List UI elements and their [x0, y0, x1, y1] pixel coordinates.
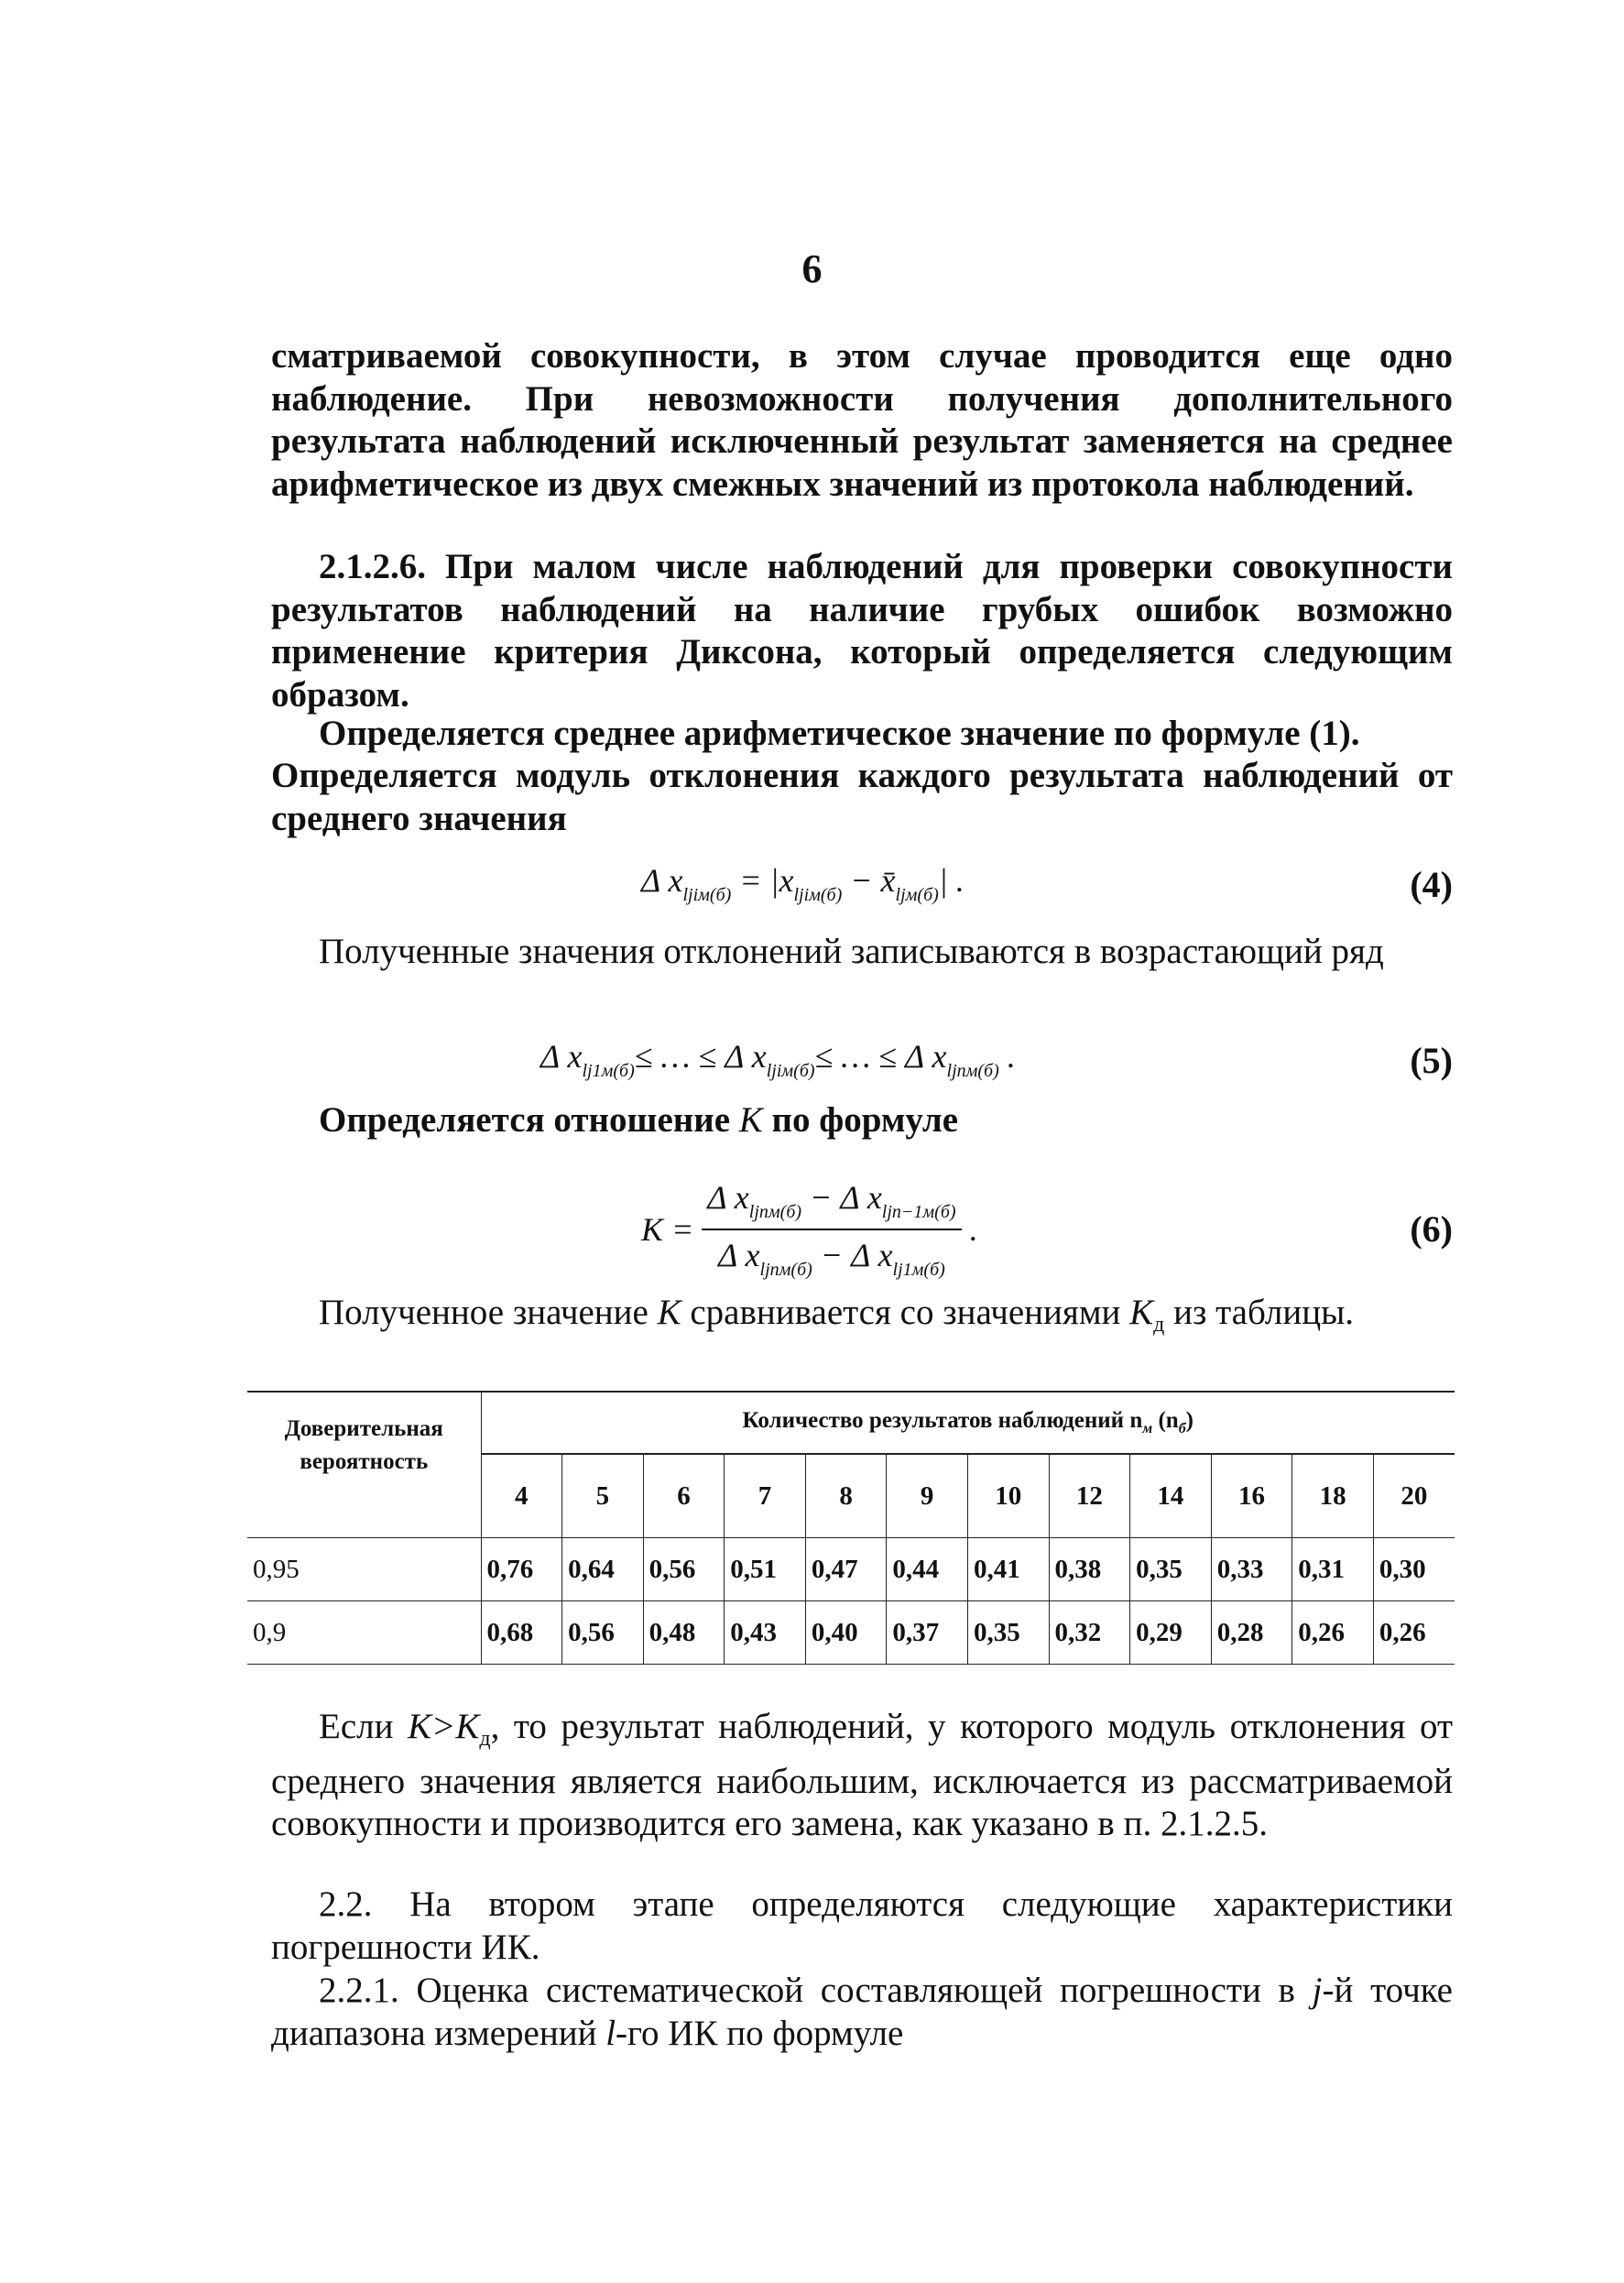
critical-value-cell: 0,31	[1292, 1538, 1374, 1601]
paragraph-text: Определяется модуль отклонения каждого результата наблюдений от среднего значения	[271, 756, 1453, 838]
formula-4: Δ $x_{ljiм(б)} = |x_{ljiм(б)}$ − $x̄_{ljм(б)}|$ .	[641, 862, 965, 905]
paragraph-compare: Полученное значение K сравнивается со значениями $K_д$ из таблицы.	[319, 1293, 1355, 1337]
n-value-cell: 7	[725, 1454, 806, 1538]
critical-value-cell: 0,32	[1049, 1601, 1130, 1665]
critical-value-cell: 0,30	[1373, 1538, 1455, 1601]
paragraph-continuation	[271, 335, 1453, 506]
critical-value-cell: 0,56	[643, 1538, 725, 1601]
critical-value-cell: 0,44	[887, 1538, 968, 1601]
formula-5: Δ $x_{lj1м(б)}\le$ … ≤ Δ $x_{ljiм(б)}\le$ … ≤ Δ $x_{ljnм(б)}$ .	[540, 1038, 1016, 1081]
n-value-cell: 4	[481, 1454, 562, 1538]
n-value-cell: 12	[1049, 1454, 1130, 1538]
critical-value-cell: 0,33	[1211, 1538, 1292, 1601]
count-header: Количество результатов наблюдений $n_м$ $(n_б)$	[481, 1392, 1455, 1454]
table-header-row	[247, 1392, 1455, 1454]
n-value-cell: 9	[887, 1454, 968, 1538]
formula-6-number: (6)	[1410, 1208, 1453, 1250]
n-value-cell: 5	[562, 1454, 644, 1538]
critical-value-cell: 0,76	[481, 1538, 562, 1601]
paragraph-deviation	[271, 755, 1453, 840]
n-value-cell: 20	[1373, 1454, 1455, 1538]
n-value-cell: 14	[1130, 1454, 1212, 1538]
paragraph-ratio: Определяется отношение K по формуле	[319, 1100, 959, 1140]
paragraph-2-1-2-6	[271, 546, 1453, 716]
paragraph-mean	[271, 713, 1453, 756]
n-value-cell: 6	[643, 1454, 725, 1538]
critical-value-cell: 0,26	[1373, 1601, 1455, 1665]
n-value-cell: 8	[805, 1454, 887, 1538]
paragraph-2-2	[271, 1884, 1453, 1969]
n-value-cell: 18	[1292, 1454, 1374, 1538]
formula-6: K = $\frac{\Delta x_{ljnм(б)} - \Delta x_{ljn-1м(б)}}{\Delta x_{ljnм(б)} - \Delta x_{lj1м(б)}}$ .	[641, 1179, 978, 1280]
n-value-cell: 10	[967, 1454, 1049, 1538]
critical-value-cell: 0,38	[1049, 1538, 1130, 1601]
critical-value-cell: 0,37	[887, 1601, 968, 1665]
critical-value-cell: 0,28	[1211, 1601, 1292, 1665]
fraction: $\frac{\Delta x_{ljnм(б)} - \Delta x_{ljn-1м(б)}}{\Delta x_{ljnм(б)} - \Delta x_{lj1м(б)}}$	[702, 1178, 961, 1281]
confidence-header: Доверительная вероятность	[247, 1392, 481, 1538]
critical-value-cell: 0,56	[562, 1601, 644, 1665]
page-number: 6	[801, 246, 823, 291]
paragraph-2-2-1: 2.2.1. Оценка систематической составляющей погрешности в j-й точке диапазона измерений l-го ИК по формуле	[271, 1971, 1453, 2053]
critical-value-cell: 0,40	[805, 1601, 887, 1665]
paragraph-if: Если $K>K_д$, то результат наблюдений, у которого модуль отклонения от среднего значения является наибольшим, исключается из рассматриваемой совокупности и производится его замена, как указано в п. 2.1.2.5.	[271, 1707, 1453, 1843]
critical-value-cell: 0,26	[1292, 1601, 1374, 1665]
critical-value-cell: 0,47	[805, 1538, 887, 1601]
critical-value-cell: 0,41	[967, 1538, 1049, 1601]
paragraph-text: 2.2. На втором этапе определяются следующие характеристики погрешности ИК.	[271, 1884, 1453, 1967]
critical-value-cell: 0,43	[725, 1601, 806, 1665]
table-row	[247, 1601, 1455, 1665]
formula-5-number: (5)	[1410, 1040, 1453, 1081]
paragraph-text: Полученные значения отклонений записываются в возрастающий ряд	[319, 932, 1384, 971]
table-row	[247, 1538, 1455, 1601]
critical-value-cell: 0,48	[643, 1601, 725, 1665]
confidence-value: 0,9	[247, 1601, 481, 1665]
confidence-value: 0,95	[247, 1538, 481, 1601]
critical-value-cell: 0,35	[1130, 1538, 1212, 1601]
critical-value-cell: 0,35	[967, 1601, 1049, 1665]
paragraph-text: Определяется среднее арифметическое значение по формуле (1).	[319, 714, 1360, 753]
critical-value-cell: 0,51	[725, 1538, 806, 1601]
paragraph-text: сматриваемой совокупности, в этом случае проводится еще одно наблюдение. При невозможности получения дополнительного результата наблюдений исключенный результат заменяется на среднее арифметическое из двух смежных значений из протокола наблюдений.	[271, 336, 1453, 504]
critical-value-cell: 0,68	[481, 1601, 562, 1665]
formula-4-number: (4)	[1410, 864, 1453, 905]
n-value-cell: 16	[1211, 1454, 1292, 1538]
paragraph-text: 2.1.2.6. При малом числе наблюдений для проверки совокупности результатов наблюдений на наличие грубых ошибок возможно применение критерия Диксона, который определяется следующим образом.	[271, 547, 1453, 715]
paragraph-ascending	[271, 931, 1453, 974]
critical-value-cell: 0,64	[562, 1538, 644, 1601]
dixon-criterion-table	[247, 1391, 1455, 1665]
critical-value-cell: 0,29	[1130, 1601, 1212, 1665]
